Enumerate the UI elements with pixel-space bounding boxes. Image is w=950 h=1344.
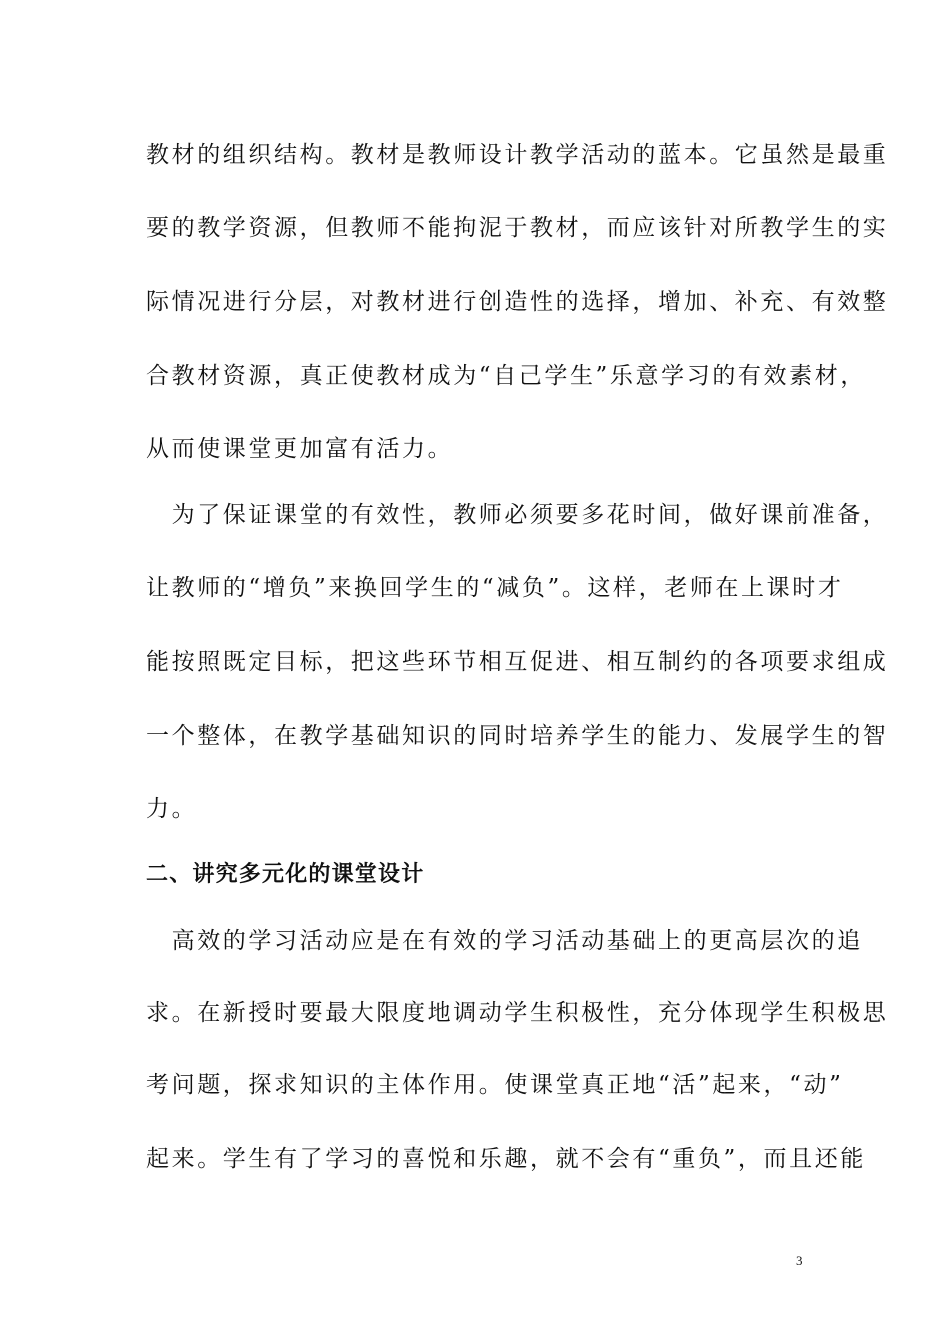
paragraph-line: 求。在新授时要最大限度地调动学生积极性，充分体现学生积极思 [146,1000,889,1026]
section-heading: 二、讲究多元化的课堂设计 [146,862,425,887]
paragraph-line: 起来。学生有了学习的喜悦和乐趣，就不会有“重负”，而且还能 [146,1146,866,1172]
paragraph-line: 要的教学资源，但教师不能拘泥于教材，而应该针对所教学生的实 [146,215,889,241]
paragraph-line: 合教材资源，真正使教材成为“自己学生”乐意学习的有效素材， [146,363,866,389]
paragraph-line: 从而使课堂更加富有活力。 [146,436,454,462]
paragraph-line: 能按照既定目标，把这些环节相互促进、相互制约的各项要求组成 [146,649,889,675]
paragraph-line: 一个整体，在教学基础知识的同时培养学生的能力、发展学生的智 [146,723,889,749]
paragraph-line: 力。 [146,796,198,822]
paragraph-line: 让教师的“增负”来换回学生的“减负”。这样，老师在上课时才 [146,575,844,601]
paragraph-line: 考问题，探求知识的主体作用。使课堂真正地“活”起来，“动” [146,1072,844,1098]
page-number: 3 [796,1253,803,1268]
paragraph-line: 教材的组织结构。教材是教师设计教学活动的蓝本。它虽然是最重 [146,142,889,168]
paragraph-line: 高效的学习活动应是在有效的学习活动基础上的更高层次的追 [146,928,863,954]
paragraph-line: 为了保证课堂的有效性，教师必须要多花时间，做好课前准备， [146,502,889,528]
paragraph-line: 际情况进行分层，对教材进行创造性的选择，增加、补充、有效整 [146,289,889,315]
